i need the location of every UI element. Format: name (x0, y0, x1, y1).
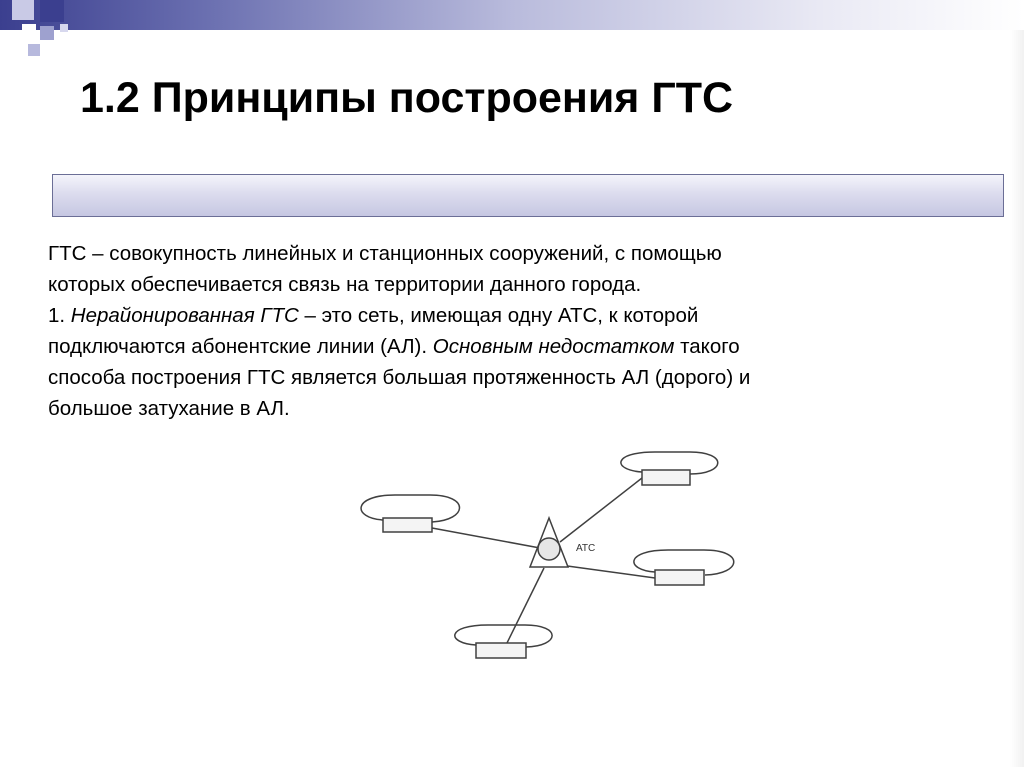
subscriber-phone-right (634, 550, 734, 585)
term-definition: – это сеть, имеющая одну АТС, к которой (298, 304, 699, 327)
station-label: АТС (576, 543, 596, 554)
subscriber-phone-left (361, 495, 459, 532)
paragraph-line-5: способа построения ГТС является большая протяженность АЛ (дорого) и (48, 366, 751, 389)
term-unzoned-network: Нерайонированная ГТС (70, 304, 299, 327)
subscriber-phone-top-right (621, 452, 718, 485)
subscriber-line-left (432, 528, 540, 548)
paragraph-line-2: которых обеспечивается связь на территории данного города. (48, 273, 642, 296)
subscriber-phone-bottom (455, 625, 552, 658)
line4-end: такого (674, 335, 740, 358)
line4-start: подключаются абонентские линии (АЛ). (48, 335, 433, 358)
paragraph-line-6: большое затухание в АЛ. (48, 397, 290, 420)
station-symbol (530, 518, 568, 567)
drawback-label: Основным недостатком (432, 335, 675, 358)
subscriber-line-right (560, 565, 655, 578)
subscriber-line-top-right (560, 478, 642, 542)
item-number: 1. (48, 304, 71, 327)
paragraph-line-1: ГТС – совокупность линейных и станционных сооружений, с помощью (48, 242, 722, 265)
slide-title: 1.2 Принципы построения ГТС (80, 74, 734, 122)
subscriber-line-bottom (506, 568, 544, 645)
